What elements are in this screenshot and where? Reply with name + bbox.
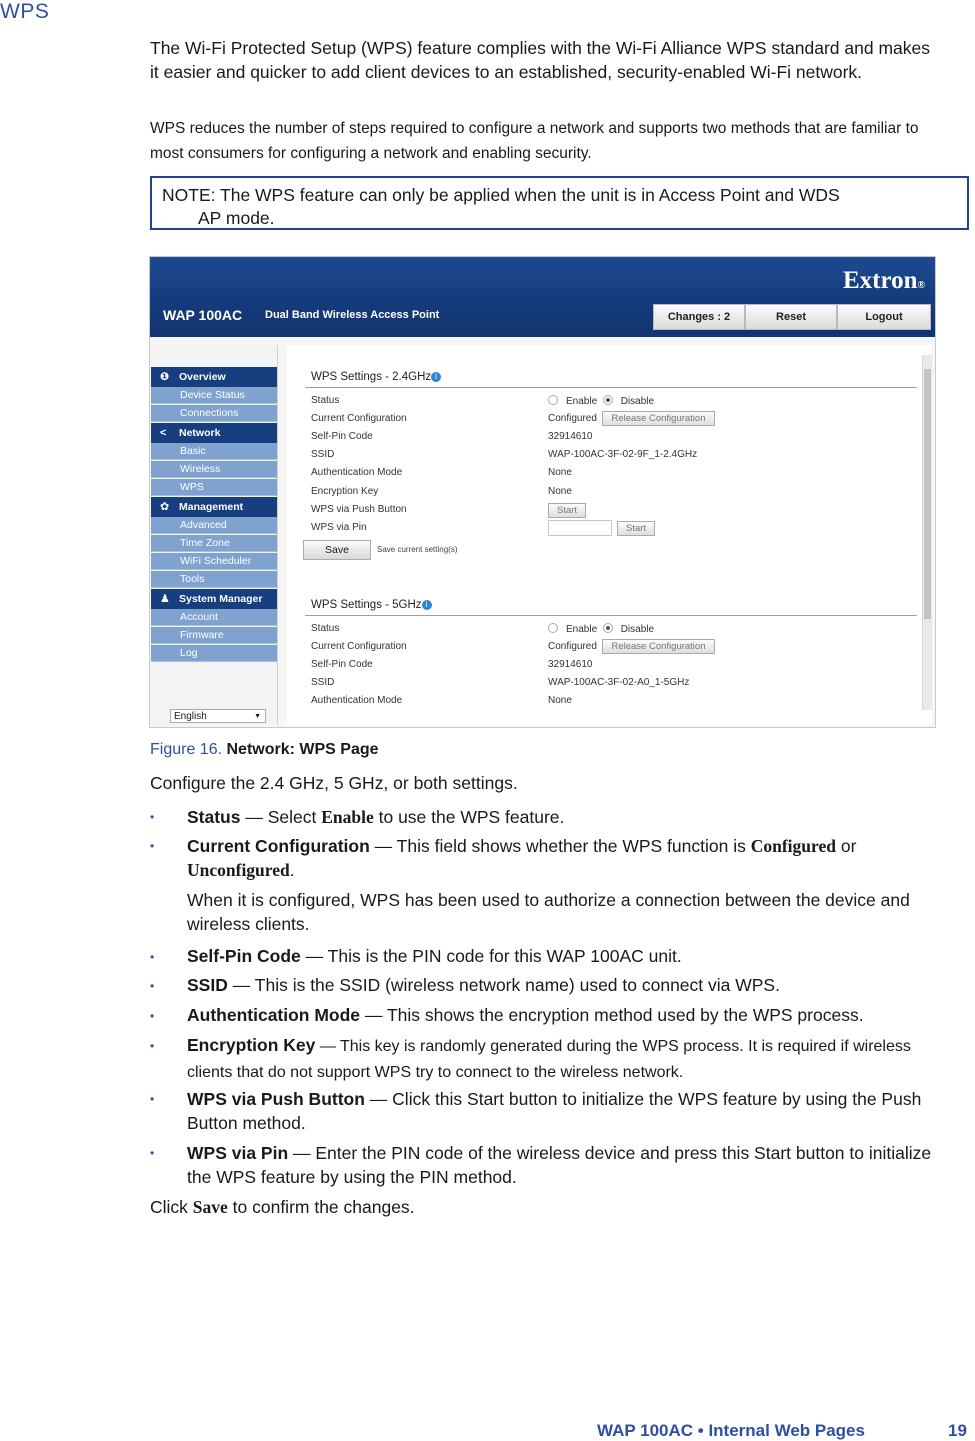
wps-page-screenshot: [149, 256, 936, 728]
pin-code-value: 32914610: [548, 431, 593, 442]
nav-item-advanced[interactable]: Advanced: [151, 517, 277, 534]
bullet: •: [150, 950, 155, 964]
label-current-config-5: Current Configuration: [311, 641, 407, 652]
bullet: •: [150, 839, 155, 853]
ssid-value: WAP-100AC-3F-02-9F_1-2.4GHz: [548, 449, 698, 460]
nav-header-network[interactable]: < Network: [151, 423, 277, 443]
label-via-pin: WPS via Pin: [311, 522, 367, 533]
click-save-line: Click Save to confirm the changes.: [150, 1197, 415, 1217]
product-subtitle: Dual Band Wireless Access Point: [265, 309, 440, 321]
save-button[interactable]: Save: [303, 540, 371, 560]
wps-24-title: WPS Settings - 2.4GHz i: [311, 371, 441, 383]
pin-start-wrap: [548, 520, 655, 536]
note-line-2: AP mode.: [198, 208, 275, 228]
status-radio-group-5: Enable Disable: [548, 623, 654, 635]
bullet: •: [150, 1039, 155, 1053]
release-config-button-5[interactable]: Release Configuration: [602, 639, 714, 654]
label-status: Status: [311, 395, 340, 406]
wps-5-title: WPS Settings - 5GHz i: [311, 599, 432, 611]
nav-header-system-manager[interactable]: ♟ System Manager: [151, 589, 277, 609]
item-current-config: Current Configuration — This field shows whether the WPS function is Configured or Unconfigured.: [187, 836, 857, 880]
info-icon: i: [422, 600, 432, 610]
item-push-button: WPS via Push Button — Click this Start button to initialize the WPS feature by using the Push Button method.: [187, 1089, 922, 1133]
push-start-wrap: [548, 503, 586, 518]
extron-logo: Extron®: [842, 267, 925, 294]
bullet: •: [150, 1146, 155, 1160]
nav-item-time-zone[interactable]: Time Zone: [151, 535, 277, 552]
bullet: •: [150, 810, 155, 824]
ssid-value-5: WAP-100AC-3F-02-A0_1-5GHz: [548, 677, 690, 688]
nav-item-wps[interactable]: WPS: [151, 479, 277, 496]
nav-item-log[interactable]: Log: [151, 645, 277, 662]
item-status: Status — Select Enable to use the WPS feature.: [187, 807, 565, 827]
label-ssid: SSID: [311, 449, 335, 460]
note-box: [150, 176, 969, 230]
nav-item-wireless[interactable]: Wireless: [151, 461, 277, 478]
sidebar: [151, 345, 278, 725]
release-config-button[interactable]: Release Configuration: [602, 411, 714, 426]
enable-radio-5[interactable]: [548, 623, 558, 633]
wps-settings-panel: [287, 345, 932, 725]
label-enc-key: Encryption Key: [311, 486, 379, 497]
label-self-pin-5: Self-Pin Code: [311, 659, 373, 670]
item-enc-key: Encryption Key — This key is randomly generated during the WPS process. It is required if wireless clients that do not support WPS try to connect to the wireless network.: [187, 1035, 911, 1081]
nav-item-connections[interactable]: Connections: [151, 405, 277, 422]
item-via-pin: WPS via Pin — Enter the PIN code of the wireless device and press this Start button to initialize the WPS feature by using the PIN method.: [187, 1143, 932, 1187]
item-self-pin: Self-Pin Code — This is the PIN code for this WAP 100AC unit.: [187, 946, 682, 966]
share-icon: <: [160, 427, 167, 439]
logout-button[interactable]: Logout: [837, 304, 931, 330]
note-line-1: NOTE: The WPS feature can only be applied when the unit is in Access Point and WDS: [162, 185, 840, 205]
label-self-pin: Self-Pin Code: [311, 431, 373, 442]
bullet: •: [150, 1009, 155, 1023]
push-start-button[interactable]: Start: [548, 503, 586, 518]
section-title: WPS: [0, 0, 50, 23]
user-icon: ♟: [160, 593, 170, 605]
current-config-detail: When it is configured, WPS has been used to authorize a connection between the device and wireless clients.: [187, 890, 910, 934]
item-ssid: SSID — This is the SSID (wireless network name) used to connect via WPS.: [187, 975, 780, 995]
footer-title: WAP 100AC • Internal Web Pages: [597, 1421, 865, 1440]
gear-icon: ✿: [160, 501, 170, 513]
language-select[interactable]: English ▼: [170, 709, 266, 723]
disable-radio[interactable]: [603, 395, 613, 405]
status-radio-group: Enable Disable: [548, 395, 654, 407]
item-auth-mode: Authentication Mode — This shows the encryption method used by the WPS process.: [187, 1005, 864, 1025]
auth-value: None: [548, 467, 572, 478]
label-push-button: WPS via Push Button: [311, 504, 407, 515]
nav-header-overview[interactable]: ❶ Overview: [151, 367, 277, 387]
configure-line: Configure the 2.4 GHz, 5 GHz, or both settings.: [150, 773, 518, 793]
app-header: [150, 257, 935, 337]
nav-item-firmware[interactable]: Firmware: [151, 627, 277, 644]
reset-button[interactable]: Reset: [745, 304, 837, 330]
intro-paragraph: The Wi-Fi Protected Setup (WPS) feature complies with the Wi-Fi Alliance WPS standard and makes it easier and quicker to add client devices to an established, security-enabled Wi-Fi network.: [150, 38, 931, 82]
nav-header-management[interactable]: ✿ Management: [151, 497, 277, 517]
label-status-5: Status: [311, 623, 340, 634]
pin-input[interactable]: [548, 520, 612, 536]
label-current-config: Current Configuration: [311, 413, 407, 424]
scrollbar[interactable]: [922, 355, 932, 710]
label-auth-mode: Authentication Mode: [311, 467, 403, 478]
label-ssid-5: SSID: [311, 677, 335, 688]
info-icon: ❶: [160, 371, 170, 383]
changes-button[interactable]: Changes : 2: [653, 304, 745, 330]
nav-item-wifi-scheduler[interactable]: WiFi Scheduler: [151, 553, 277, 570]
enable-radio[interactable]: [548, 395, 558, 405]
page-number: 19: [948, 1421, 967, 1440]
config-value: Configured Release Configuration: [548, 411, 715, 426]
config-value-5: Configured Release Configuration: [548, 639, 715, 654]
nav-item-account[interactable]: Account: [151, 609, 277, 626]
enc-value: None: [548, 486, 572, 497]
nav-item-device-status[interactable]: Device Status: [151, 387, 277, 404]
nav-item-basic[interactable]: Basic: [151, 443, 277, 460]
save-note: Save current setting(s): [377, 545, 458, 554]
figure-caption: Figure 16. Network: WPS Page: [150, 741, 379, 758]
chevron-down-icon: ▼: [254, 713, 261, 720]
pin-code-value-5: 32914610: [548, 659, 593, 670]
product-name: WAP 100AC: [163, 307, 243, 323]
info-icon: i: [431, 372, 441, 382]
nav-item-tools[interactable]: Tools: [151, 571, 277, 588]
auth-value-5: None: [548, 695, 572, 706]
pin-start-button[interactable]: Start: [617, 521, 655, 536]
intro-paragraph-2: WPS reduces the number of steps required to configure a network and supports two methods that are familiar to most consumers for configuring a network and enabling security.: [150, 120, 919, 162]
bullet: •: [150, 1092, 155, 1106]
label-auth-mode-5: Authentication Mode: [311, 695, 403, 706]
disable-radio-5[interactable]: [603, 623, 613, 633]
bullet: •: [150, 979, 155, 993]
